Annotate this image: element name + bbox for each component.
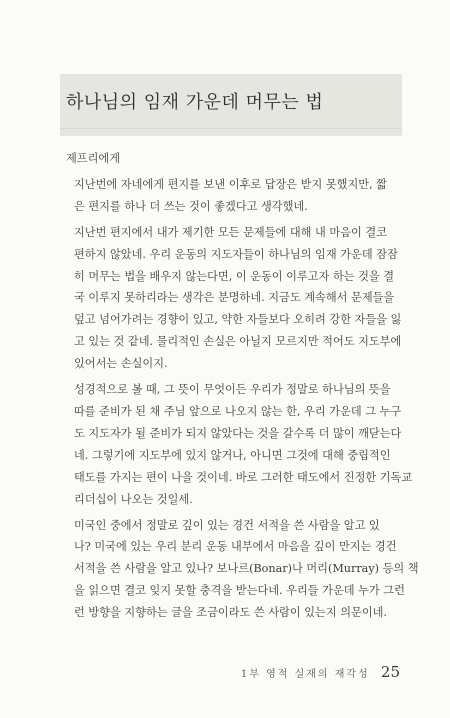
paragraph-2 [66,222,402,375]
paragraph-4 [66,515,419,625]
running-footer-section: 1부 영적 실재의 재각성 [240,669,370,680]
paragraph-line: 고 있는 것 같네. 물리적인 손실은 아닐지 모르지만 적어도 지도부에 [74,335,402,349]
paragraph-line: 편하지 않았네. 우리 운동의 지도자들이 하나님의 임재 가운데 잠잠 [74,247,398,261]
paragraph-line: 런 방향을 지향하는 글을 조금이라도 쓴 사람이 있는지 의문이네. [74,606,387,620]
salutation-text: 제프리에게 [66,152,121,165]
paragraph-line: 있어서는 손실이지. [74,357,168,371]
paragraph-line: 서적을 쓴 사람을 알고 있나? 보나르(Bonar)나 머리(Murray) 등의 책 [74,562,419,576]
page-footer [241,663,400,681]
paragraph-line: 히 머무는 법을 배우지 않는다면, 이 운동이 이루고자 하는 것을 결 [74,269,395,283]
paragraph-line: 따를 준비가 된 채 주님 앞으로 나오지 않는 한, 우리 가운데 그 누구 [74,404,402,418]
salutation [66,148,388,170]
paragraph-line: 지난번에 자네에게 편지를 보낸 이후로 답장은 받지 못했지만, 짧 [74,177,387,191]
paragraph-line: 미국인 중에서 정말로 깊이 있는 경건 서적을 쓴 사람을 알고 있 [74,518,380,532]
paragraph-line: 지난번 편지에서 내가 제기한 모든 문제들에 대해 내 마음이 결코 [74,225,387,239]
paragraph-line: 성경적으로 볼 때, 그 뜻이 무엇이든 우리가 정말로 하나님의 뜻을 [74,383,391,397]
paragraph-line: 리더십이 나오는 것일세. [74,492,193,506]
paragraph-line: 도 지도자가 될 준비가 되지 않았다는 것을 갈수록 더 많이 깨닫는다 [74,426,402,440]
paragraph-3 [66,379,413,510]
paragraph-line: 태도를 가지는 편이 나을 것이네. 바로 그러한 태도에서 진정한 기독교 [74,470,413,484]
paragraph-1 [66,174,388,218]
paragraph-line: 을 읽으면 결코 잊지 못할 충격을 받는다네. 우리들 가운데 누가 그런 [74,584,405,598]
title-divider [60,128,402,129]
letter-body [66,148,419,628]
paragraph-line: 나? 미국에 있는 우리 분리 운동 내부에서 마음을 깊이 만지는 경건 [74,540,397,554]
paragraph-line: 네. 그렇기에 지도부에 있지 않거나, 아니면 그것에 대해 중립적인 [74,448,391,462]
chapter-title: 하나님의 임재 가운데 머무는 법 [66,92,324,113]
paragraph-line: 은 편지를 하나 더 쓰는 것이 좋겠다고 생각했네. [74,199,308,213]
page-number: 25 [380,663,400,681]
paragraph-line: 덮고 넘어가려는 경향이 있고, 약한 자들보다 오히려 강한 자들을 잃 [74,313,402,327]
paragraph-line: 국 이루지 못하리라는 생각은 분명하네. 지금도 계속해서 문제들을 [74,291,395,305]
